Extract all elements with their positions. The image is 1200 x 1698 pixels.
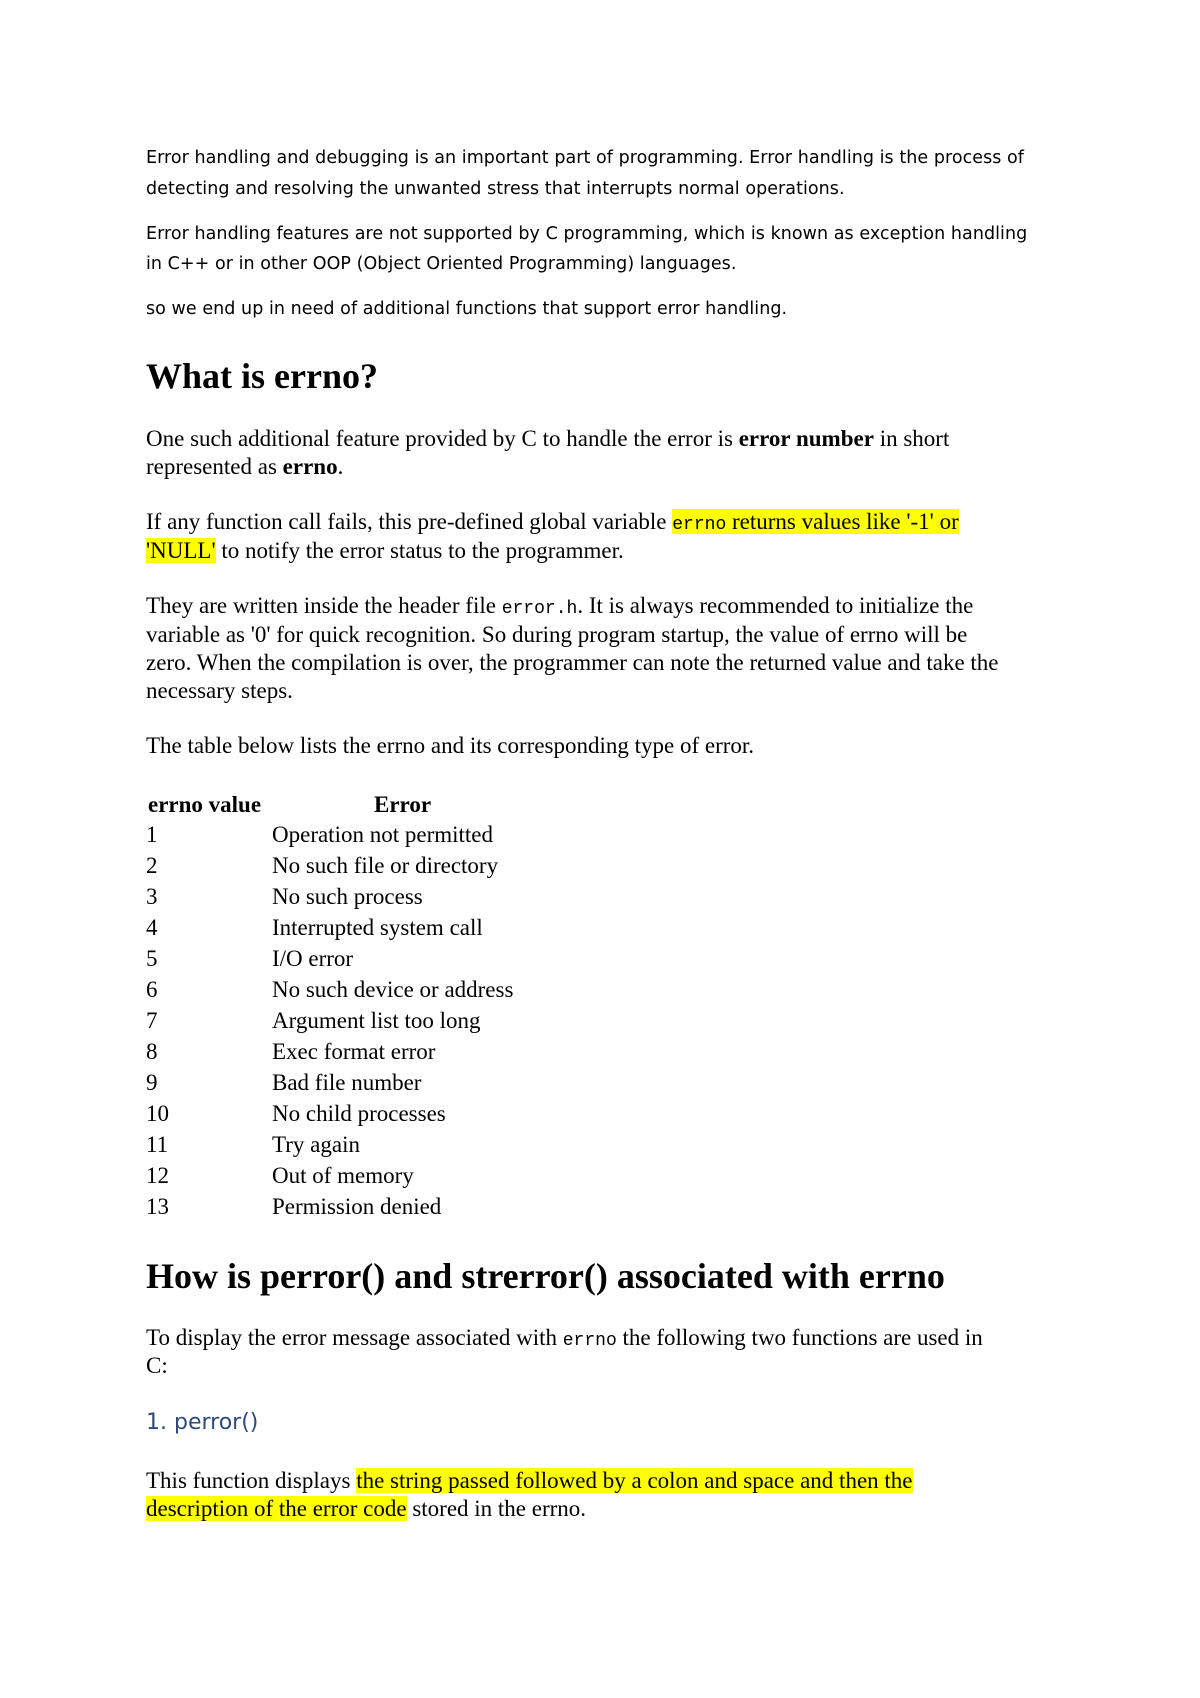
highlighted-text (672, 509, 959, 534)
text-span: One such additional feature provided by C to handle the error is (146, 426, 739, 451)
intro-paragraph-2-line-2: in C++ or in other OOP (Object Oriented Programming) languages. (146, 254, 737, 274)
table-header-errno-value: errno value (148, 792, 262, 817)
text-span: represented as (146, 454, 283, 479)
errno-description-cell: Interrupted system call (272, 915, 483, 940)
errno-value-cell: 11 (146, 1132, 169, 1157)
errno-description-cell: Bad file number (272, 1070, 422, 1095)
errno-header-line-3: zero. When the compilation is over, the programmer can note the returned value and take the (146, 650, 999, 675)
text-span: stored in the errno. (406, 1496, 587, 1521)
errno-description-cell: No such process (272, 884, 423, 909)
errno-header-line-2: variable as '0' for quick recognition. So during program startup, the value of errno will be (146, 622, 968, 647)
errno-description-cell: Permission denied (272, 1194, 442, 1219)
bold-term-errno: errno (282, 454, 338, 479)
errno-failure-line-1 (146, 509, 959, 535)
errno-value-cell: 9 (146, 1070, 158, 1095)
text-span: To display the error message associated with (146, 1325, 563, 1350)
errno-description-cell: I/O error (272, 946, 354, 971)
highlighted-text-null: 'NULL' (146, 538, 216, 563)
errno-value-cell: 4 (146, 915, 158, 940)
text-span: the following two functions are used in (616, 1325, 983, 1350)
errno-value-cell: 5 (146, 946, 158, 971)
errno-description-cell: Out of memory (272, 1163, 414, 1188)
inline-code-errno: errno (562, 1331, 617, 1351)
text-span: This function displays (146, 1468, 357, 1493)
errno-header-line-1 (146, 593, 973, 619)
text-span: in short (873, 426, 950, 451)
perror-description-line-1 (146, 1468, 913, 1494)
section-heading-what-is-errno: What is errno? (146, 356, 378, 396)
text-span: If any function call fails, this pre-defined global variable (146, 509, 673, 534)
intro-paragraph-2-line-1: Error handling features are not supported by C programming, which is known as exception handling (146, 224, 1028, 244)
errno-value-cell: 1 (146, 822, 158, 847)
table-header-error: Error (374, 792, 432, 817)
bold-term-error-number: error number (738, 426, 874, 451)
errno-value-cell: 6 (146, 977, 158, 1002)
errno-intro-line-2 (146, 454, 343, 480)
section-heading-perror-strerror: How is perror() and strerror() associated with errno (146, 1256, 945, 1296)
errno-description-cell: Try again (272, 1132, 360, 1157)
errno-description-cell: No such device or address (272, 977, 514, 1002)
errno-header-line-4: necessary steps. (146, 678, 293, 703)
text-span: . (337, 454, 344, 479)
subheading-perror: 1. perror() (146, 1410, 259, 1435)
errno-description-cell: Argument list too long (272, 1008, 481, 1033)
inline-code-error-h: error.h (501, 599, 578, 619)
perror-intro-line-2: C: (146, 1353, 168, 1378)
text-span: . It is always recommended to initialize the (577, 593, 974, 618)
perror-description-line-2 (146, 1496, 586, 1522)
errno-value-cell: 7 (146, 1008, 158, 1033)
inline-code-errno: errno (672, 515, 727, 535)
errno-value-cell: 2 (146, 853, 158, 878)
perror-intro-line-1 (146, 1325, 983, 1351)
errno-description-cell: Exec format error (272, 1039, 436, 1064)
errno-value-cell: 12 (146, 1163, 169, 1188)
intro-paragraph-1-line-1: Error handling and debugging is an important part of programming. Error handling is the process of (146, 148, 1025, 168)
errno-value-cell: 8 (146, 1039, 158, 1064)
highlighted-text: the string passed followed by a colon and space and then the (356, 1468, 913, 1493)
errno-value-cell: 10 (146, 1101, 169, 1126)
errno-description-cell: Operation not permitted (272, 822, 493, 847)
errno-value-cell: 13 (146, 1194, 169, 1219)
table-intro-text: The table below lists the errno and its corresponding type of error. (146, 733, 755, 758)
errno-failure-line-2 (146, 538, 624, 564)
errno-intro-line-1 (146, 426, 949, 452)
intro-paragraph-3: so we end up in need of additional functions that support error handling. (146, 299, 788, 319)
intro-paragraph-1-line-2: detecting and resolving the unwanted stress that interrupts normal operations. (146, 179, 845, 199)
errno-description-cell: No such file or directory (272, 853, 499, 878)
text-span: returns values like '-1' or (726, 509, 959, 534)
highlighted-text: description of the error code (146, 1496, 407, 1521)
text-span: They are written inside the header file (146, 593, 502, 618)
errno-value-cell: 3 (146, 884, 158, 909)
errno-description-cell: No child processes (272, 1101, 446, 1126)
text-span: to notify the error status to the programmer. (215, 538, 624, 563)
